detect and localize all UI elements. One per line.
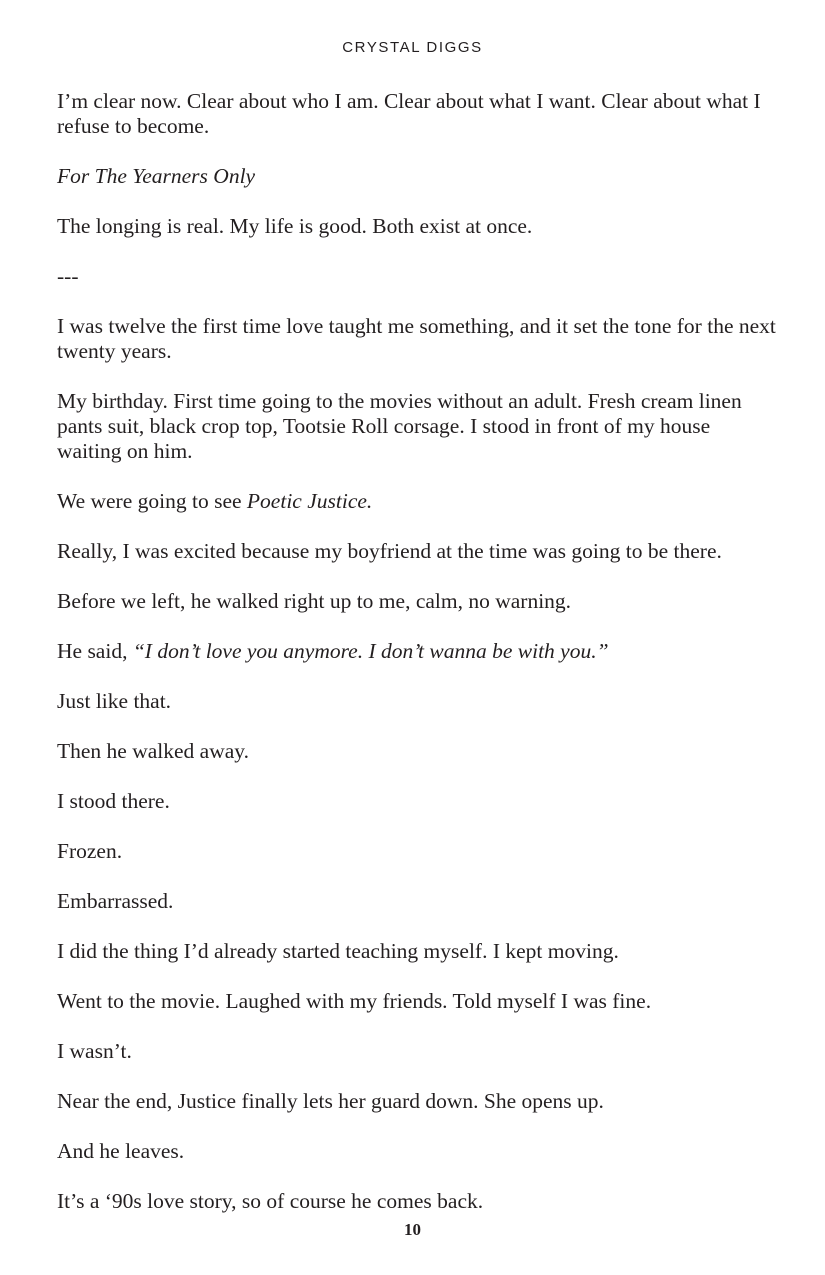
running-header-author: CRYSTAL DIGGS bbox=[342, 39, 483, 56]
paragraph: I did the thing I’d already started teaching myself. I kept moving. bbox=[57, 939, 619, 963]
paragraph: My birthday. First time going to the movies without an adult. Fresh cream linen pants suit, black crop top, Tootsie Roll corsage. I stood in front of my house waiting on him. bbox=[57, 389, 742, 463]
paragraph: I stood there. bbox=[57, 789, 170, 813]
paragraph-text: He said, bbox=[57, 639, 133, 663]
paragraph bbox=[57, 489, 777, 514]
paragraph: Frozen. bbox=[57, 839, 123, 863]
paragraph: It’s a ‘90s love story, so of course he comes back. bbox=[57, 1189, 484, 1213]
paragraph: Before we left, he walked right up to me, calm, no warning. bbox=[57, 589, 572, 613]
paragraph: I was twelve the first time love taught me something, and it set the tone for the next twenty years. bbox=[57, 314, 776, 363]
paragraph: The longing is real. My life is good. Both exist at once. bbox=[57, 214, 533, 238]
body-text bbox=[57, 89, 777, 1239]
film-title: Poetic Justice. bbox=[246, 489, 373, 513]
section-separator: --- bbox=[57, 264, 79, 288]
paragraph: Embarrassed. bbox=[57, 889, 174, 913]
quoted-dialogue: “I don’t love you anymore. I don’t wanna be with you.” bbox=[132, 639, 609, 663]
paragraph bbox=[57, 639, 777, 664]
paragraph: Went to the movie. Laughed with my friends. Told myself I was fine. bbox=[57, 989, 652, 1013]
paragraph: Just like that. bbox=[57, 689, 172, 713]
paragraph: I wasn’t. bbox=[57, 1039, 132, 1063]
paragraph: Really, I was excited because my boyfriend at the time was going to be there. bbox=[57, 539, 722, 563]
paragraph: Near the end, Justice finally lets her guard down. She opens up. bbox=[57, 1089, 604, 1113]
paragraph: I’m clear now. Clear about who I am. Clear about what I want. Clear about what I refuse to become. bbox=[57, 89, 761, 138]
section-title: For The Yearners Only bbox=[57, 164, 256, 188]
paragraph-text: We were going to see bbox=[57, 489, 247, 513]
paragraph: And he leaves. bbox=[57, 1139, 185, 1163]
paragraph: Then he walked away. bbox=[57, 739, 250, 763]
page-number: 10 bbox=[404, 1220, 421, 1239]
